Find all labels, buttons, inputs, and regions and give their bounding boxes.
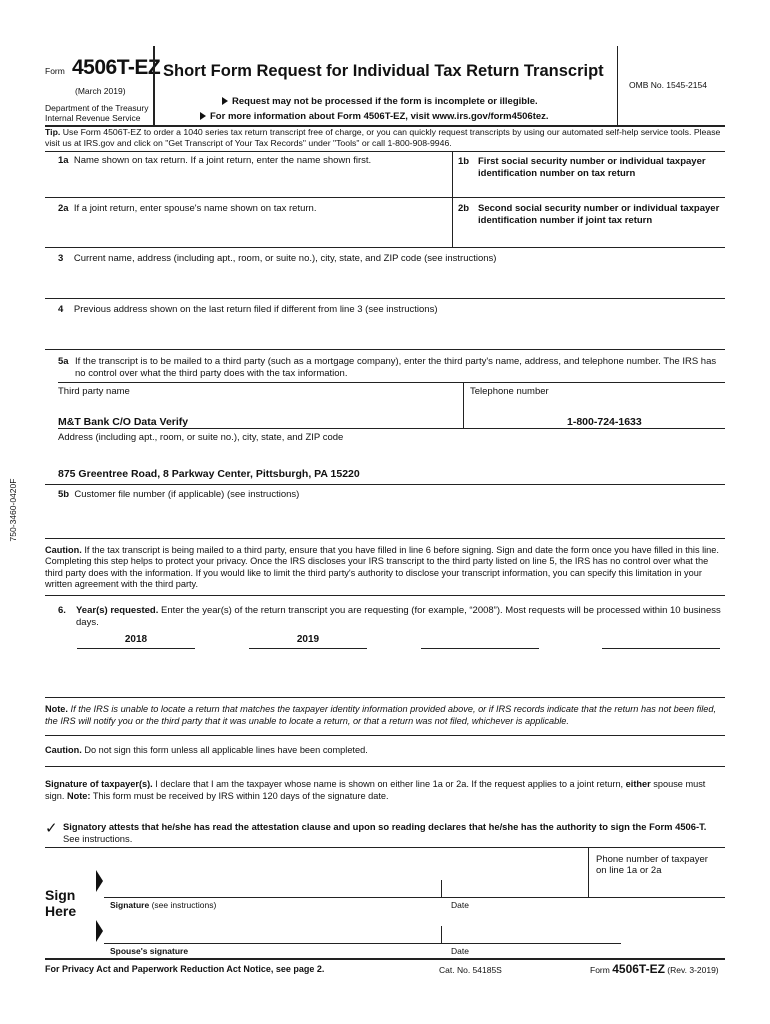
line-2a-number: 2a	[58, 203, 69, 214]
notice-more-info	[200, 111, 549, 122]
line-3-text: Current name, address (including apt., room, or suite no.), city, state, and ZIP code (see instructions)	[73, 253, 497, 264]
caution-signing-rule	[45, 766, 725, 767]
line-5a-rule	[58, 382, 725, 383]
signature-decl-note-text: This form must be received by IRS within 120 days of the signature date.	[92, 791, 389, 801]
form-label: Form	[45, 66, 65, 76]
footer-privacy: For Privacy Act and Paperwork Reduction Act Notice, see page 2.	[45, 964, 325, 974]
line-5a-number: 5a	[58, 356, 69, 367]
address-rule	[45, 484, 725, 485]
caution-label: Caution.	[45, 545, 82, 555]
notice-incomplete	[222, 96, 538, 107]
side-form-code: 750-3460-0420F	[8, 478, 18, 542]
signature-decl-either: either	[625, 779, 651, 789]
spouse-date-label: Date	[451, 946, 469, 956]
line-6-rule	[45, 697, 725, 698]
spouse-signature-field[interactable]	[104, 920, 439, 942]
telephone-label: Telephone number	[470, 386, 549, 397]
line-1-bottom-rule	[45, 197, 725, 198]
year-field-2[interactable]: 2019	[296, 634, 320, 645]
line-3-label	[58, 253, 496, 264]
footer-rev: (Rev. 3-2019)	[667, 965, 719, 975]
note-rule	[45, 735, 725, 736]
line-5b-label	[58, 489, 299, 500]
line-6-block	[76, 605, 725, 629]
line-1a-number: 1a	[58, 155, 69, 166]
phone-divider	[588, 847, 589, 897]
line-4-label	[58, 304, 438, 315]
attest-rule	[45, 847, 725, 848]
tip-bottom-rule	[45, 151, 725, 152]
third-party-rule	[58, 428, 725, 429]
line-3-bottom-rule	[45, 298, 725, 299]
third-party-divider	[463, 382, 464, 428]
line-3-number: 3	[58, 253, 64, 264]
header-divider-right	[617, 46, 618, 125]
line-5b-number: 5b	[58, 489, 70, 500]
signature-date-divider	[441, 880, 442, 897]
line-2b-number: 2b	[458, 203, 470, 214]
caution-text: If the tax transcript is being mailed to a third party, ensure that you have filled in line 6 before signing. Sign and date the form once you have filled in this line. Completing this step helps to protect your privacy. Once the IRS discloses your IRS transcript to the third party listed on line 5, the IRS has no control over what the third party does with the information. If you would like to limit the third party's authority to disclose your transcript information, you can specify this limitation in your written agreement with the third party.	[45, 545, 719, 590]
line-6-number: 6.	[58, 605, 66, 616]
attest-text-rest: See instructions.	[63, 833, 133, 844]
sign-arrow-icon	[96, 870, 103, 892]
year-line-4	[602, 648, 720, 649]
line-2-bottom-rule	[45, 247, 725, 248]
year-field-1[interactable]: 2018	[124, 634, 148, 645]
line-6-text: Enter the year(s) of the return transcript you are requesting (for example, “2008”). Most requests will be processed within 10 business days.	[76, 605, 721, 628]
tip-text: Use Form 4506T-EZ to order a 1040 series tax return transcript free of charge, or you can quickly request transcripts by using our automated self-help service tools. Please visit us at IRS.gov and click on "Get Transcript of Your Tax Records" under "Tools" or call 1-800-908-9946.	[45, 127, 721, 148]
signature-label-text: Signature	[110, 900, 150, 910]
signature-decl-text: I declare that I am the taxpayer whose name is shown on either line 1a or 2a. If the request applies to a joint return,	[155, 779, 624, 789]
page-title: Short Form Request for Individual Tax Return Transcript	[163, 62, 604, 80]
attest-text-bold: Signatory attests that he/she has read the attestation clause and upon so reading declares that he/she has the authority to sign the Form 4506-T.	[63, 821, 707, 832]
line-4-bottom-rule	[45, 349, 725, 350]
service-name: Internal Revenue Service	[45, 113, 141, 123]
address-label: Address (including apt., room, or suite no.), city, state, and ZIP code	[58, 432, 344, 443]
line-4-number: 4	[58, 304, 64, 315]
department-name: Department of the Treasury	[45, 103, 149, 113]
line-2b-text: Second social security number or individual taxpayer identification number if joint tax return	[478, 203, 720, 226]
caution-signing	[45, 745, 368, 755]
spouse-arrow-icon	[96, 920, 103, 942]
omb-number: OMB No. 1545-2154	[629, 80, 707, 90]
line-5b-rule	[45, 538, 725, 539]
notice-incomplete-text: Request may not be processed if the form is incomplete or illegible.	[232, 96, 538, 107]
caution-signing-label: Caution.	[45, 745, 82, 755]
line-6-label: Year(s) requested.	[76, 605, 159, 616]
line-1b-number: 1b	[458, 156, 470, 167]
footer-rule	[45, 958, 725, 960]
third-party-name-field[interactable]: M&T Bank C/O Data Verify	[58, 416, 189, 428]
footer-form-number: 4506T-EZ	[612, 962, 665, 976]
line-1-divider	[452, 151, 453, 248]
attest-checkbox[interactable]: ✓	[45, 820, 58, 837]
signature-label	[110, 900, 216, 910]
sign-label: Sign	[45, 887, 76, 903]
signature-decl-note-label: Note:	[66, 791, 91, 801]
spouse-signature-label: Spouse's signature	[110, 946, 189, 956]
note-text: If the IRS is unable to locate a return that matches the taxpayer identity information provided above, or if IRS records indicate that the return has not been filed, the IRS will notify you or the third party that it was unable to locate a return, or that a return was not filed, whichever is applicable.	[45, 704, 717, 726]
year-line-2	[249, 648, 367, 649]
attest-statement	[63, 821, 723, 845]
spouse-signature-line	[104, 943, 621, 944]
line-5b-text: Customer file number (if applicable) (see instructions)	[74, 489, 300, 500]
third-party-name-label: Third party name	[58, 386, 130, 397]
caution-signing-text: Do not sign this form unless all applicable lines have been completed.	[84, 745, 368, 755]
arrow-icon	[222, 97, 228, 105]
line-2a-text: If a joint return, enter spouse's name shown on tax return.	[73, 203, 317, 214]
year-line-1	[77, 648, 195, 649]
line-5a-text: If the transcript is to be mailed to a third party (such as a mortgage company), enter the third party's name, address, and telephone number. The IRS has no control over what the third party does with the tax information.	[75, 356, 717, 379]
arrow-icon	[200, 112, 206, 120]
line-2a-label	[58, 203, 316, 214]
note-block	[45, 704, 725, 727]
footer-form-prefix: Form	[590, 965, 610, 975]
notice-more-info-text: For more information about Form 4506T-EZ, visit www.irs.gov/form4506tez.	[210, 111, 549, 122]
footer-cat-number: Cat. No. 54185S	[439, 965, 502, 975]
signature-field[interactable]	[104, 873, 439, 895]
caution-third-party	[45, 545, 725, 591]
note-label: Note.	[45, 704, 68, 714]
signature-line	[104, 897, 725, 898]
header-divider-left	[153, 46, 155, 125]
signature-decl-label: Signature of taxpayer(s).	[45, 779, 153, 789]
spouse-date-divider	[441, 926, 442, 943]
line-1b-text: First social security number or individual taxpayer identification number on tax return	[478, 156, 706, 179]
year-line-3	[421, 648, 539, 649]
line-1a-label	[58, 155, 371, 166]
address-field[interactable]: 875 Greentree Road, 8 Parkway Center, Pittsburgh, PA 15220	[58, 468, 360, 480]
line-1a-text: Name shown on tax return. If a joint return, enter the name shown first.	[73, 155, 372, 166]
line-4-text: Previous address shown on the last return filed if different from line 3 (see instructions)	[73, 304, 438, 315]
form-revision: (March 2019)	[75, 86, 126, 96]
here-label: Here	[45, 903, 77, 919]
signature-label-note: (see instructions)	[151, 900, 217, 910]
footer-form	[590, 962, 719, 976]
telephone-field[interactable]: 1-800-724-1633	[567, 416, 642, 428]
date-label: Date	[451, 900, 469, 910]
tip-label: Tip.	[45, 127, 61, 137]
signature-declaration	[45, 778, 725, 802]
form-number: 4506T-EZ	[72, 56, 161, 79]
tip-block	[45, 127, 725, 148]
caution-rule	[45, 595, 725, 596]
signature-decl-text2: spouse must sign.	[45, 779, 706, 801]
phone-label: Phone number of taxpayer on line 1a or 2a	[596, 854, 708, 876]
